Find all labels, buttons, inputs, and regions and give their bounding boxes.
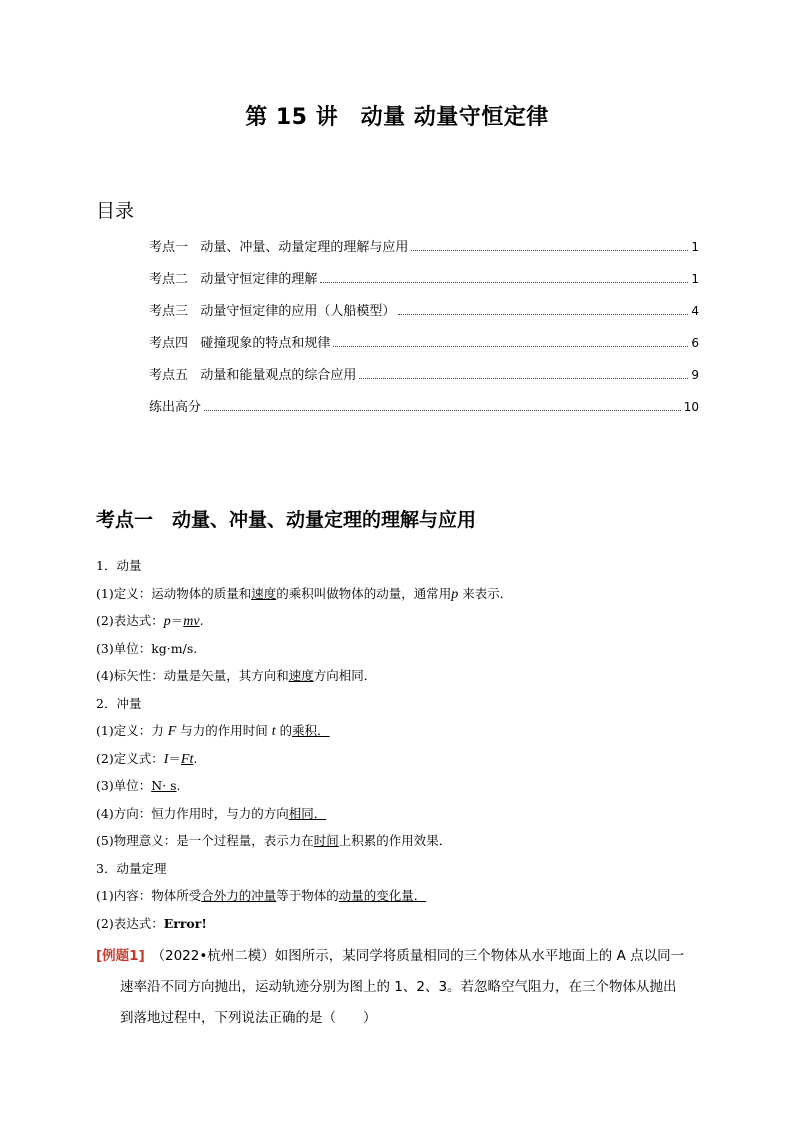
toc-item-label bbox=[188, 240, 200, 255]
toc-item-number: 考点一 bbox=[149, 240, 189, 255]
toc-item-number: 考点五 bbox=[149, 368, 189, 383]
toc-item[interactable] bbox=[149, 396, 699, 428]
toc-item[interactable] bbox=[149, 364, 699, 396]
example-line-3: 到落地过程中，下列说法正确的是（ ） bbox=[120, 1010, 377, 1026]
toc-item-page: 9 bbox=[691, 368, 699, 382]
toc-item-text: 动量和能量观点的综合应用 bbox=[200, 368, 357, 383]
toc-item-text: 动量、冲量、动量定理的理解与应用 bbox=[200, 240, 409, 255]
impulse-meaning: (5)物理意义：是一个过程量，表示力在时间上积累的作用效果． bbox=[96, 833, 452, 848]
impulse-expression: (2)定义式：I＝Ft. bbox=[96, 750, 198, 767]
section-heading: 考点一 动量、冲量、动量定理的理解与应用 bbox=[96, 509, 477, 531]
toc-item-page: 1 bbox=[691, 272, 699, 286]
impulse-unit: (3)单位：N· s. bbox=[96, 778, 181, 793]
toc-item-number: 考点三 bbox=[149, 304, 189, 319]
toc-heading: 目录 bbox=[96, 200, 135, 222]
toc-item-page: 10 bbox=[683, 400, 699, 414]
toc-item-page: 1 bbox=[691, 240, 699, 254]
momentum-title: 1．动量 bbox=[96, 558, 142, 573]
toc-leader bbox=[204, 409, 681, 411]
toc-item-page: 6 bbox=[691, 336, 699, 350]
toc-item[interactable] bbox=[149, 332, 699, 364]
toc-leader bbox=[320, 281, 688, 283]
example-line-2: 速率沿不同方向抛出，运动轨迹分别为图上的 1、2、3。若忽略空气阻力，在三个物体从抛出 bbox=[120, 979, 677, 995]
impulse-definition: (1)定义：力 F 与力的作用时间 t 的乘积． bbox=[96, 723, 330, 739]
page-title: 第 15 讲 动量 动量守恒定律 bbox=[245, 105, 549, 130]
toc-item[interactable] bbox=[149, 300, 699, 332]
toc-leader bbox=[411, 249, 688, 251]
section-body bbox=[96, 552, 706, 1034]
toc-item-number: 考点四 bbox=[149, 336, 189, 351]
toc-item-text: 练出高分 bbox=[149, 400, 202, 415]
toc-leader bbox=[333, 345, 688, 347]
toc-item-text: 动量守恒定律的应用（人船模型） bbox=[200, 304, 396, 319]
toc-item-text: 碰撞现象的特点和规律 bbox=[200, 336, 331, 351]
impulse-title: 2．冲量 bbox=[96, 695, 142, 711]
table-of-contents bbox=[149, 236, 699, 428]
toc-item-text: 动量守恒定律的理解 bbox=[200, 272, 318, 287]
toc-item[interactable] bbox=[149, 268, 699, 300]
toc-item[interactable] bbox=[149, 236, 699, 268]
momentum-vector: (4)标矢性：动量是矢量，其方向和速度方向相同． bbox=[96, 668, 377, 683]
momentum-unit: (3)单位：kg·m/s. bbox=[96, 640, 198, 656]
toc-leader bbox=[359, 377, 688, 379]
theorem-expression: (2)表达式：Error! bbox=[96, 915, 207, 931]
toc-leader bbox=[398, 313, 688, 315]
toc-item-number: 考点二 bbox=[149, 272, 189, 287]
error-text: Error! bbox=[163, 915, 207, 931]
theorem-title: 3．动量定理 bbox=[96, 860, 167, 876]
impulse-direction: (4)方向：恒力作用时，与力的方向相同． bbox=[96, 805, 327, 821]
theorem-content: (1)内容：物体所受合外力的冲量等于物体的动量的变化量． bbox=[96, 888, 427, 903]
example-tag: [例题1] bbox=[96, 948, 145, 964]
example-line-1: （2022•杭州二模）如图所示，某同学将质量相同的三个物体从水平地面上的 A 点以同一 bbox=[158, 948, 685, 964]
momentum-definition: (1)定义：运动物体的质量和速度的乘积叫做物体的动量，通常用p 来表示． bbox=[96, 585, 513, 602]
momentum-expression: (2)表达式：p＝mv. bbox=[96, 613, 204, 629]
example-question bbox=[96, 941, 706, 1034]
toc-item-page: 4 bbox=[691, 304, 699, 318]
